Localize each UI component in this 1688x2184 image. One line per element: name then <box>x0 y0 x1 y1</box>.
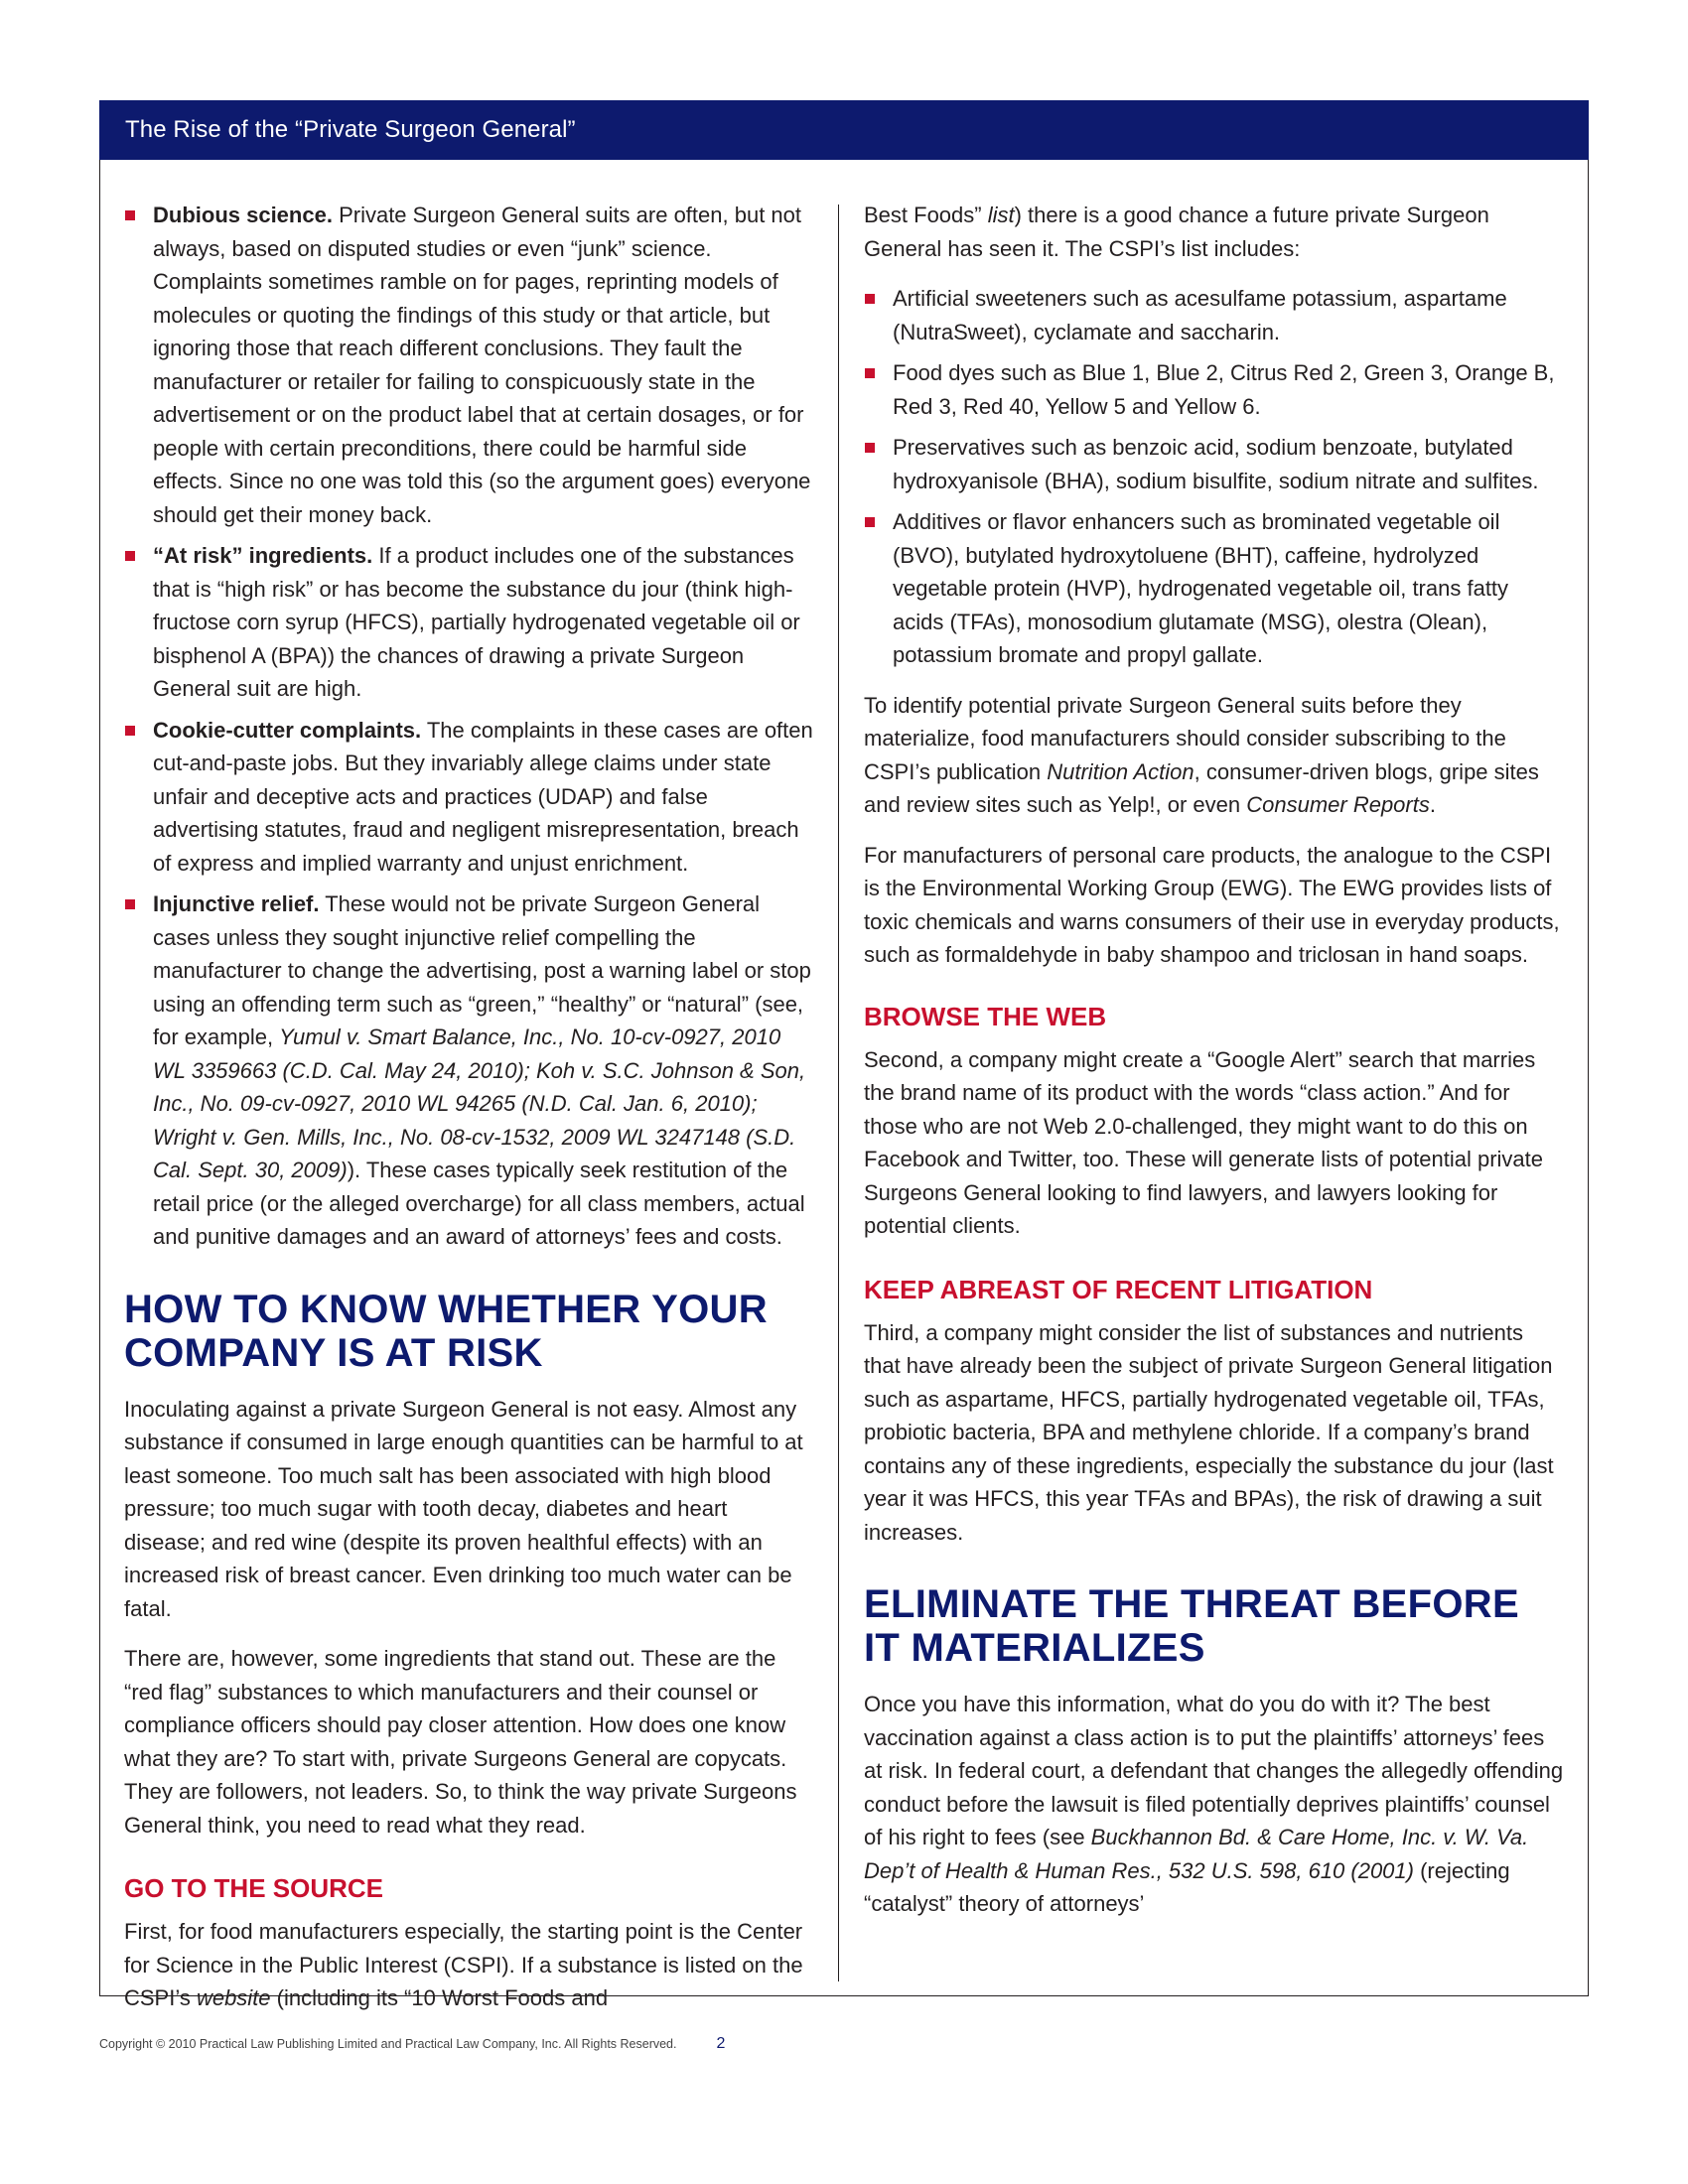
paragraph-text: ) there is a good chance a future private Surgeon General has seen it. The CSPI’s list includes: <box>864 203 1489 261</box>
paragraph-text: (including its “10 Worst Foods and <box>270 1985 609 2010</box>
bullet-text: If a product includes one of the substances that is “high risk” or has become the substance du jour (think high-fructose corn syrup (HFCS), partially hydrogenated vegetable oil or bisphenol A (BPA)) the chances of drawing a private Surgeon General suit are high. <box>153 543 800 701</box>
paragraph-text: . <box>1429 792 1436 817</box>
list-item <box>864 431 1564 497</box>
website-link[interactable]: website <box>196 1985 271 2010</box>
list-item <box>124 714 814 881</box>
bullet-lead: Cookie-cutter complaints. <box>153 717 422 743</box>
list-item <box>864 356 1564 423</box>
left-column <box>124 199 814 2032</box>
paragraph <box>124 1915 814 2015</box>
bullet-lead: “At risk” ingredients. <box>153 543 373 568</box>
square-bullet-icon <box>865 517 875 527</box>
paragraph-text: , consumer-driven blogs, gripe sites and review sites such as Yelp!, or even <box>864 758 1539 817</box>
paragraph-text: Best Foods” <box>864 203 988 227</box>
square-bullet-icon <box>125 726 135 736</box>
bullet-lead: Injunctive relief. <box>153 891 320 916</box>
paragraph-text: (rejecting “catalyst” theory of attorneys’ <box>864 1857 1510 1916</box>
paragraph: Inoculating against a private Surgeon General is not easy. Almost any substance if consumed in large enough quantities can be harmful to at least someone. Too much salt has been associated with high blood pressure; too much sugar with tooth decay, diabetes and heart disease; and red wine (despite its proven healthful effects) with an increased risk of breast cancer. Even drinking too much water can be fatal. <box>124 1396 803 1621</box>
section-heading-eliminate: ELIMINATE THE THREAT BEFORE IT MATERIALIZES <box>864 1582 1519 1670</box>
cspi-substance-list <box>864 282 1564 672</box>
square-bullet-icon <box>865 294 875 304</box>
square-bullet-icon <box>125 899 135 909</box>
list-item <box>864 282 1564 348</box>
square-bullet-icon <box>125 210 135 220</box>
header-bar <box>99 100 1589 160</box>
list-link[interactable]: list <box>987 203 1015 227</box>
list-item <box>124 199 814 531</box>
column-divider <box>838 205 839 1981</box>
paragraph <box>864 1688 1564 1921</box>
right-column <box>864 199 1564 1938</box>
footer <box>99 2035 725 2053</box>
subheading-browse: BROWSE THE WEB <box>864 1001 1107 1031</box>
paragraph: For manufacturers of personal care products, the analogue to the CSPI is the Environmental Working Group (EWG). The EWG provides lists of toxic chemicals and warns consumers of their use in everyday products, such as formaldehyde in baby shampoo and triclosan in hand soaps. <box>864 842 1560 967</box>
publication-title: Consumer Reports <box>1246 792 1430 817</box>
publication-title: Nutrition Action <box>1047 758 1195 784</box>
risk-factor-list <box>124 199 814 1254</box>
page-title: The Rise of the “Private Surgeon General” <box>125 116 576 143</box>
paragraph: Second, a company might create a “Google Alert” search that marries the brand name of its product with the words “class action.” And for those who are not Web 2.0-challenged, they might want to do this on Facebook and Twitter, too. These will generate lists of potential private Surgeons General looking to find lawyers, and lawyers looking for potential clients. <box>864 1046 1544 1238</box>
bullet-text: Preservatives such as benzoic acid, sodium benzoate, butylated hydroxyanisole (BHA), sodium bisulfite, sodium nitrate and sulfites. <box>893 435 1539 493</box>
bullet-text: The complaints in these cases are often cut-and-paste jobs. But they invariably allege claims under state unfair and deceptive acts and practices (UDAP) and false advertising statutes, fraud and negligent misrepresentation, breach of express and implied warranty and unjust enrichment. <box>153 717 813 876</box>
bullet-text: Additives or flavor enhancers such as brominated vegetable oil (BVO), butylated hydroxytoluene (BHT), caffeine, hydrolyzed vegetable protein (HVP), hydrogenated vegetable oil, trans fatty acids (TFAs), monosodium glutamate (MSG), olestra (Olean), potassium bromate and propyl gallate. <box>893 509 1509 667</box>
section-heading-risk: HOW TO KNOW WHETHER YOUR COMPANY IS AT RISK <box>124 1287 768 1375</box>
paragraph <box>864 689 1564 822</box>
square-bullet-icon <box>125 551 135 561</box>
bullet-text: These would not be private Surgeon General cases unless they sought injunctive relief compelling the manufacturer to change the advertising, post a warning label or stop using an offending term such as “green,” “healthy” or “natural” (see, for example, <box>153 891 811 1049</box>
square-bullet-icon <box>865 443 875 453</box>
bullet-lead: Dubious science. <box>153 203 333 227</box>
case-citation: Buckhannon Bd. & Care Home, Inc. v. W. Va. Dep’t of Health & Human Res., 532 U.S. 598, 610 (2001) <box>864 1825 1529 1883</box>
bullet-text: Artificial sweeteners such as acesulfame potassium, aspartame (NutraSweet), cyclamate and saccharin. <box>893 286 1507 344</box>
bullet-text: Food dyes such as Blue 1, Blue 2, Citrus Red 2, Green 3, Orange B, Red 3, Red 40, Yellow 5 and Yellow 6. <box>893 360 1555 419</box>
paragraph-text: First, for food manufacturers especially, the starting point is the Center for Science in the Public Interest (CSPI). If a substance is listed on the CSPI’s <box>124 1919 803 2010</box>
list-item <box>124 539 814 706</box>
list-item <box>124 887 814 1254</box>
square-bullet-icon <box>865 368 875 378</box>
list-item <box>864 505 1564 672</box>
paragraph: Third, a company might consider the list of substances and nutrients that have already been the subject of private Surgeon General litigation such as aspartame, HFCS, partially hydrogenated vegetable oil, TFAs, probiotic bacteria, BPA and methylene chloride. If a company’s brand contains any of these ingredients, especially the substance du jour (last year it was HFCS, this year TFAs and BPAs), the risk of drawing a suit increases. <box>864 1319 1554 1545</box>
paragraph-text: To identify potential private Surgeon General suits before they materialize, food manufacturers should consider subscribing to the CSPI’s publication <box>864 692 1506 784</box>
copyright-notice: Copyright © 2010 Practical Law Publishing Limited and Practical Law Company, Inc. All Rights Reserved. <box>99 2037 677 2051</box>
bullet-text: Private Surgeon General suits are often, but not always, based on disputed studies or even “junk” science. Complaints sometimes ramble on for pages, reprinting models of molecules or quoting the findings of this study or that article, but ignoring those that reach different conclusions. They fault the manufacturer or retailer for failing to conspicuously state in the advertisement or on the product label that at certain dosages, or for people with certain preconditions, there could be harmful side effects. Since no one was told this (so the argument goes) everyone should get their money back. <box>153 203 811 527</box>
paragraph <box>864 199 1564 265</box>
case-citation: Yumul v. Smart Balance, Inc., No. 10-cv-0927, 2010 WL 3359663 (C.D. Cal. May 24, 2010); Koh v. S.C. Johnson & Son, Inc., No. 09-cv-0927, 2010 WL 94265 (N.D. Cal. Jan. 6, 2010); Wright v. Gen. Mills, Inc., No. 08-cv-1532, 2009 WL 3247148 (S.D. Cal. Sept. 30, 2009) <box>153 1024 806 1182</box>
paragraph: There are, however, some ingredients that stand out. These are the “red flag” substances to which manufacturers and their counsel or compliance officers should pay closer attention. How does one know what they are? To start with, private Surgeons General are copycats. They are followers, not leaders. So, to think the way private Surgeons General think, you need to read what they read. <box>124 1646 797 1838</box>
paragraph-text: Once you have this information, what do you do with it? The best vaccination against a class action is to put the plaintiffs’ attorneys’ fees at risk. In federal court, a defendant that changes the allegedly offending conduct before the lawsuit is filed potentially deprives plaintiffs’ counsel of his right to fees (see <box>864 1692 1564 1849</box>
subheading-abreast: KEEP ABREAST OF RECENT LITIGATION <box>864 1274 1373 1304</box>
bullet-text: ). These cases typically seek restitution of the retail price (or the alleged overcharge) for all class members, actual and punitive damages and an award of attorneys’ fees and costs. <box>153 1158 805 1249</box>
page-number: 2 <box>716 2035 726 2052</box>
subheading-source: GO TO THE SOURCE <box>124 1873 383 1903</box>
